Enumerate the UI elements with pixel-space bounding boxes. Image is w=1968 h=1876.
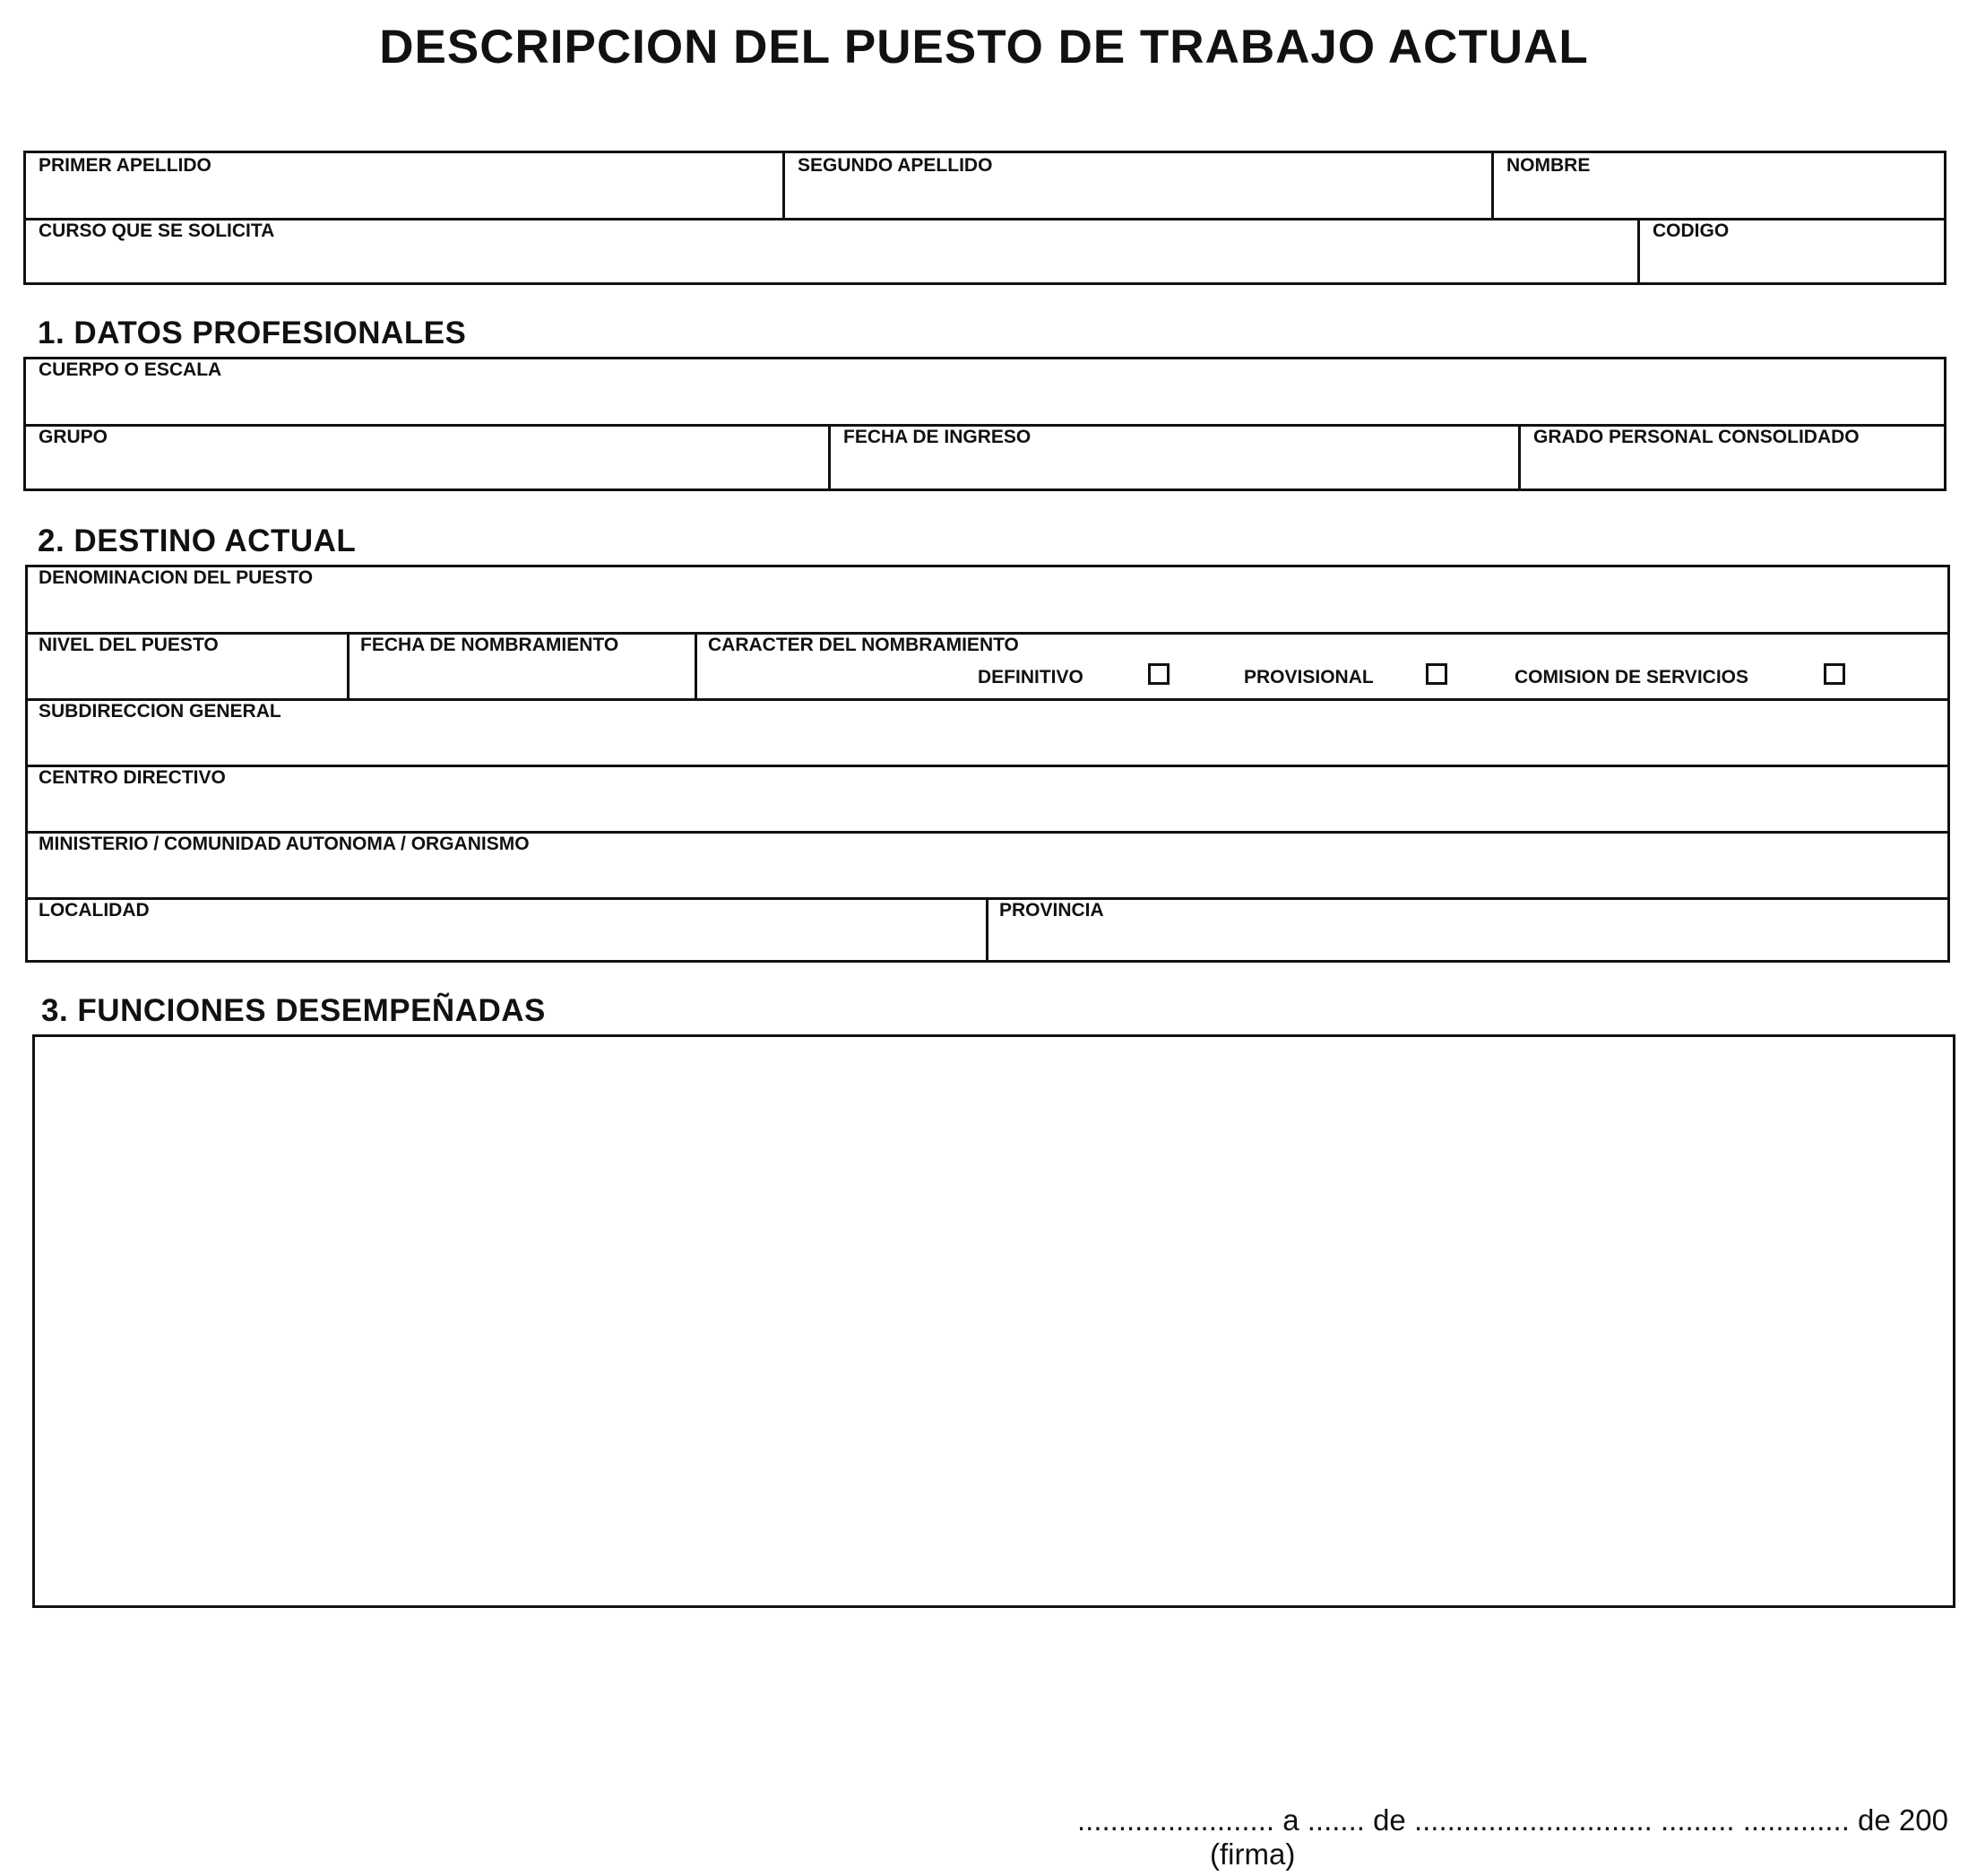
localidad-field[interactable]: [28, 900, 986, 962]
provincia-label: PROVINCIA: [999, 900, 1104, 921]
ministerio-label: MINISTERIO / COMUNIDAD AUTONOMA / ORGANISMO: [39, 834, 530, 854]
section-1-heading: 1. DATOS PROFESIONALES: [38, 316, 467, 350]
nombre-label: NOMBRE: [1506, 155, 1591, 176]
ministerio-field[interactable]: [28, 834, 1947, 897]
provisional-checkbox[interactable]: [1426, 663, 1447, 685]
page-title: DESCRIPCION DEL PUESTO DE TRABAJO ACTUAL: [379, 21, 1589, 73]
curso-field[interactable]: [26, 220, 1637, 282]
subdireccion-label: SUBDIRECCION GENERAL: [39, 701, 281, 722]
section-2-heading: 2. DESTINO ACTUAL: [38, 523, 357, 558]
funciones-textarea[interactable]: [32, 1034, 1955, 1608]
grado-label: GRADO PERSONAL CONSOLIDADO: [1533, 427, 1860, 447]
subdireccion-field[interactable]: [28, 701, 1947, 765]
cuerpo-label: CUERPO O ESCALA: [39, 359, 222, 380]
nivel-field[interactable]: [28, 635, 347, 698]
caracter-field: [697, 635, 1947, 698]
grupo-label: GRUPO: [39, 427, 108, 447]
segundo-apellido-field[interactable]: [785, 153, 1491, 218]
denominacion-label: DENOMINACION DEL PUESTO: [39, 567, 314, 588]
primer-apellido-label: PRIMER APELLIDO: [39, 155, 211, 176]
codigo-field[interactable]: [1640, 220, 1944, 282]
datos-profesionales-block: [23, 357, 1946, 491]
fecha-ingreso-label: FECHA DE INGRESO: [843, 427, 1031, 447]
centro-label: CENTRO DIRECTIVO: [39, 767, 226, 788]
grado-field[interactable]: [1521, 427, 1944, 488]
fecha-nombramiento-label: FECHA DE NOMBRAMIENTO: [360, 635, 619, 655]
primer-apellido-field[interactable]: [26, 153, 782, 218]
section-3-heading: 3. FUNCIONES DESEMPEÑADAS: [41, 993, 546, 1028]
fecha-nombramiento-field[interactable]: [350, 635, 695, 698]
nombre-field[interactable]: [1494, 153, 1944, 218]
provisional-option-label: PROVISIONAL: [1244, 667, 1374, 687]
curso-label: CURSO QUE SE SOLICITA: [39, 220, 275, 241]
caracter-label: CARACTER DEL NOMBRAMIENTO: [708, 635, 1019, 655]
provincia-field[interactable]: [988, 900, 1947, 962]
place-date-line: ........................ a ....... de ............................. ......... ............. de 200: [1077, 1803, 1948, 1837]
definitivo-checkbox[interactable]: [1148, 663, 1170, 685]
identification-block: [23, 151, 1946, 285]
codigo-label: CODIGO: [1653, 220, 1730, 241]
grupo-field[interactable]: [26, 427, 828, 488]
localidad-label: LOCALIDAD: [39, 900, 150, 921]
comision-option-label: COMISION DE SERVICIOS: [1515, 667, 1748, 687]
destino-actual-block: [25, 565, 1950, 963]
segundo-apellido-label: SEGUNDO APELLIDO: [798, 155, 993, 176]
definitivo-option-label: DEFINITIVO: [978, 667, 1083, 687]
denominacion-field[interactable]: [28, 567, 1947, 632]
signature-label: (firma): [1210, 1837, 1296, 1871]
centro-field[interactable]: [28, 767, 1947, 831]
cuerpo-field[interactable]: [26, 359, 1944, 424]
comision-checkbox[interactable]: [1824, 663, 1845, 685]
nivel-label: NIVEL DEL PUESTO: [39, 635, 219, 655]
fecha-ingreso-field[interactable]: [831, 427, 1518, 488]
